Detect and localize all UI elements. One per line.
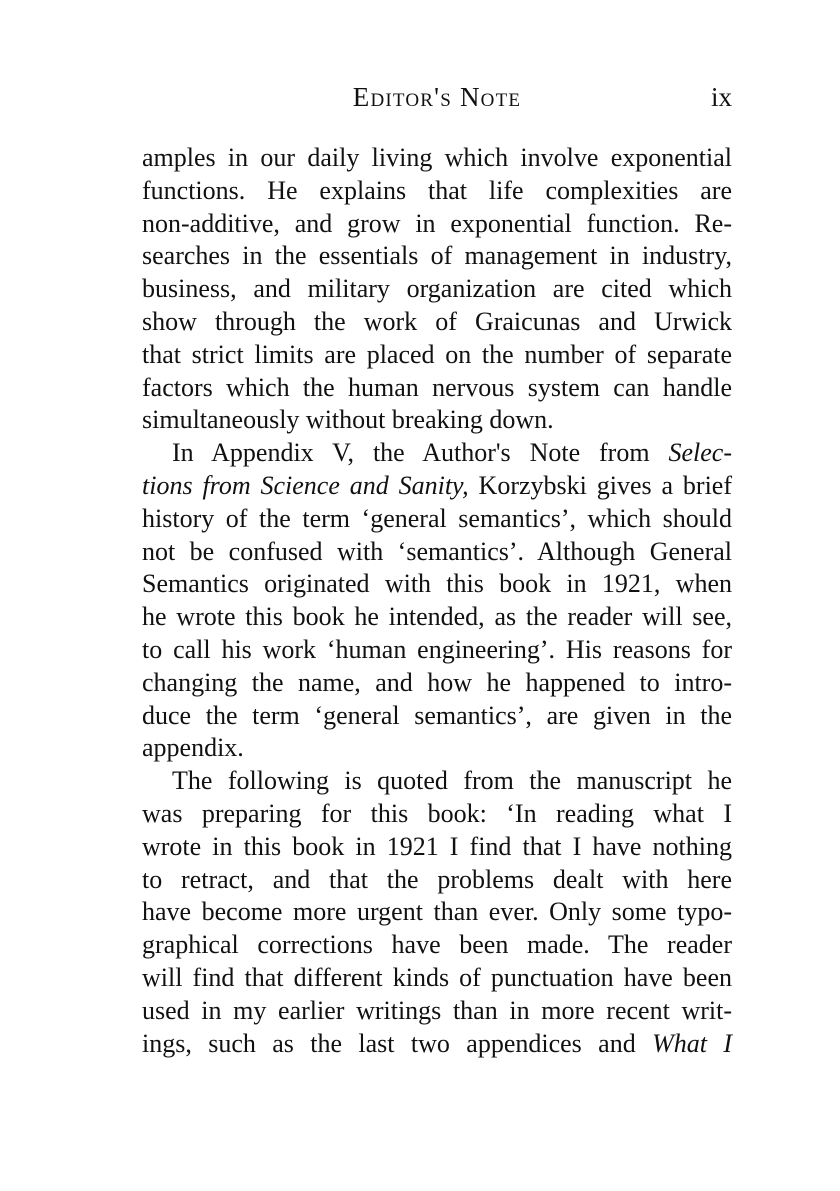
text-run: Korzybski gives a brief: [468, 470, 732, 500]
text-line: business, and military organization are cited which: [142, 274, 732, 304]
text-line: not be confused with ‘semantics’. Although General: [142, 536, 732, 566]
paragraph-2: [142, 437, 732, 765]
text-line: to call his work ‘human engineering’. His reasons for: [142, 634, 732, 664]
text-line: [142, 470, 732, 503]
text-line: non-additive, and grow in exponential function. Re-: [142, 208, 732, 238]
text-run: ings, such as the last two appendices and: [142, 1028, 653, 1058]
text-line: amples in our daily living which involve exponential: [142, 143, 732, 172]
text-line: searches in the essentials of management in industry,: [142, 241, 732, 271]
text-line: used in my earlier writings than in more recent writ-: [142, 995, 732, 1025]
text-line: factors which the human nervous system can handle: [142, 372, 732, 402]
italic-title: Selec-: [668, 438, 732, 468]
text-line: will find that different kinds of punctuation have been: [142, 962, 732, 992]
text-line: graphical corrections have been made. The reader: [142, 930, 732, 960]
text-line: simultaneously without breaking down.: [142, 405, 554, 435]
text-line: have become more urgent than ever. Only some typo-: [142, 897, 732, 927]
text-line: wrote in this book in 1921 I find that I have nothing: [142, 831, 732, 861]
text-line: appendix.: [142, 733, 244, 763]
italic-title: tions from Science and Sanity,: [142, 470, 469, 500]
page-number: ix: [710, 82, 732, 112]
text-line: Semantics originated with this book in 1921, when: [142, 569, 732, 599]
paragraph-1: [142, 142, 732, 437]
text-line: that strict limits are placed on the number of separate: [142, 339, 732, 369]
text-line: [142, 1028, 732, 1061]
text-line: was preparing for this book: ‘In reading what I: [142, 798, 732, 828]
text-line: to retract, and that the problems dealt with here: [142, 864, 732, 894]
text-line: show through the work of Graicunas and Urwick: [142, 306, 732, 336]
running-head: [142, 82, 732, 122]
text-line: he wrote this book he intended, as the reader will see,: [142, 602, 732, 632]
running-title: Editor's Note: [352, 82, 522, 112]
body-text: [142, 142, 732, 1060]
text-line: changing the name, and how he happened to intro-: [142, 667, 732, 697]
paragraph-3: [142, 765, 732, 1060]
text-run: In Appendix V, the Author's Note from: [172, 438, 669, 468]
text-line: history of the term ‘general semantics’, which should: [142, 503, 732, 533]
text-line: [142, 437, 732, 470]
text-line: functions. He explains that life complexities are: [142, 175, 732, 205]
text-line: duce the term ‘general semantics’, are given in the: [142, 700, 732, 730]
italic-title: What I: [652, 1028, 732, 1058]
text-line: The following is quoted from the manuscript he: [172, 766, 732, 796]
